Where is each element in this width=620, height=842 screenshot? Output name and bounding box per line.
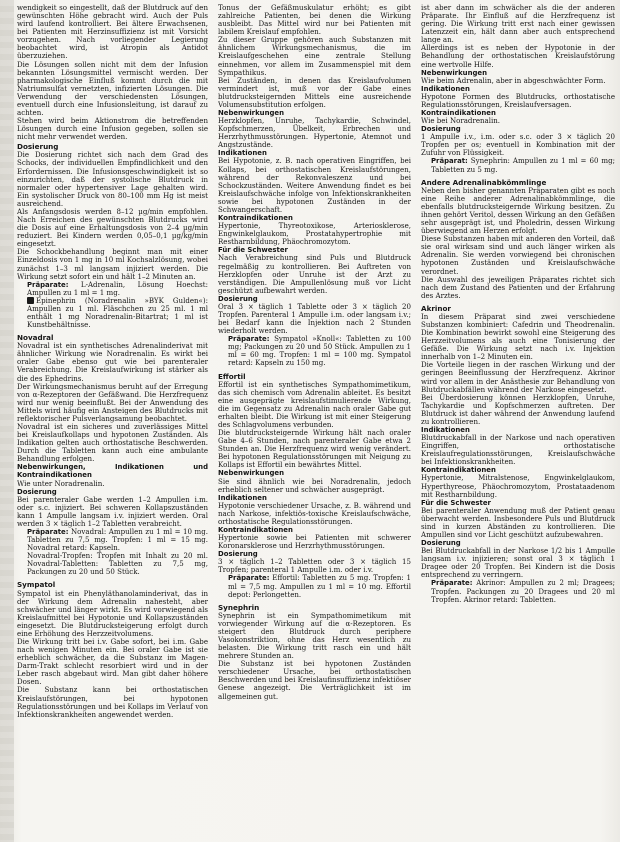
- paragraph: Sympatol ist ein Phenyläthanolaminderivat, das in der Wirkung dem Adrenalin nahesteht, aber schwächer und länger wirkt. Es wird vorwiegend als Kreislaufmittel bei Hypotonie und Kollapszuständen eingesetzt. Die Blutdrucksteigerung erfolgt durch eine Erhöhung des Herzzeitvolumens.: [17, 588, 208, 638]
- paragraph: Die Dosierung richtet sich nach dem Grad des Schocks, der individuellen Empfindlichkeit und den Erfordernissen. Die Infusionsgeschwindigkeit ist so einzurichten, daß der systolische Blutdruck in normaler oder hypertensiver Lage gehalten wird. Ein systolischer Druck von 80–100 mm Hg ist meist ausreichend.: [17, 150, 208, 208]
- preparation-entry: [17, 281, 208, 297]
- paragraph: Hypertonie, Thyreotoxikose, Arteriosklerose, Engwinkelglaukom, Prostatahypertrophie mit Restharnbildung, Phäochromozytom.: [218, 221, 411, 247]
- section-heading: Dosierung: [17, 142, 59, 152]
- paragraph: Neben den bisher genannten Präparaten gibt es noch eine Reihe anderer Adrenalinabkömmlinge, die ebenfalls blutdrucksteigernde Wirkung besitzen. Zu ihnen gehört Veritol, dessen Wirkung an den Gefäßen sehr ausgeprägt ist, und Pholedrin, dessen Wirkung überwiegend am Herzen erfolgt.: [421, 185, 615, 236]
- paragraph: Die Vorteile liegen in der raschen Wirkung und der geringen Beeinflussung der Herzfrequenz. Akrinor wird vor allem in der Anästhesie zur Behandlung von Blutdruckabfällen während der Narkose eingesetzt.: [421, 360, 615, 394]
- paragraph: Bei Überdosierung können Herzklopfen, Unruhe, Tachykardie und Kopfschmerzen auftreten. Der Blutdruck ist daher während der Anwendung laufend zu kontrollieren.: [421, 392, 615, 426]
- preparation-label: Präparate:: [228, 335, 270, 344]
- subsection-heading: Indikationen: [421, 425, 470, 434]
- prescription-icon: [27, 297, 34, 304]
- subsection-heading: Nebenwirkungen: [218, 109, 284, 118]
- paragraph: Novadral ist ein sicheres und zuverlässiges Mittel bei Kreislaufkollaps und hypotonen Zuständen. Als Indikation gelten auch orthostatische Beschwerden. Durch die Tabletten kann auch eine ambulante Behandlung erfolgen.: [17, 421, 208, 464]
- page-edge: [0, 0, 14, 842]
- section-heading: Synephrin: [218, 602, 260, 612]
- paragraph: Hypotone Formen des Blutdrucks, orthostatische Regulationsstörungen, Kreislaufversagen.: [421, 91, 615, 109]
- paragraph: Tonus der Gefäßmuskulatur erhöht; es gibt zahlreiche Patienten, bei denen die Wirkung ausbleibt. Das Mittel wird nur bei Patienten mit labilem Kreislauf empfohlen.: [218, 4, 411, 37]
- paragraph: Zu dieser Gruppe gehören auch Substanzen mit ähnlichem Wirkungsmechanismus, die im Kreislaufgeschehen eine zentrale Stellung einnehmen, vor allem im Zusammenspiel mit dem Sympathikus.: [218, 35, 411, 77]
- paragraph: Die Substanz kann bei orthostatischen Kreislaufstörungen, bei hypotonen Regulationsstörungen und bei Kollaps im Verlauf von Infektionskrankheiten angewendet werden.: [17, 685, 208, 719]
- preparation-text: Synephrin: Ampullen zu 1 ml = 60 mg; Tabletten zu 5 mg.: [431, 156, 615, 174]
- paragraph: Nach Verabreichung sind Puls und Blutdruck regelmäßig zu kontrollieren. Bei Auftreten von Herzklopfen oder Unruhe ist der Arzt zu verständigen. Die Ampullenlösung muß vor Licht geschützt aufbewahrt werden.: [218, 253, 411, 295]
- paragraph: Diese Substanzen haben mit anderen den Vorteil, daß sie oral wirksam sind und auch länger wirken als Adrenalin. Sie werden vorwiegend bei chronischen hypotonen Zuständen und Kreislaufschwäche verordnet.: [421, 234, 615, 276]
- preparation-label: Präparate:: [228, 574, 270, 583]
- subsection-heading: Kontraindikationen: [218, 214, 293, 223]
- preparation-text: Epinephrin (Noradrenalin »BYK Gulden«): Ampullen zu 1 ml. Fläschchen zu 25 ml. 1 ml enthält 1 mg Noradrenalin-Bitartrat; 1 ml ist Kunstbehältnisse.: [27, 295, 208, 330]
- paragraph: Bei Hypotonie, z. B. nach operativen Eingriffen, bei Kollaps, bei orthostatischen Kreislaufstörungen, während der Rekonvaleszenz und bei Schockzuständen. Weitere Anwendung findet es bei Kreislaufschwäche infolge von Infektionskrankheiten sowie bei hypotonen Zuständen in der Schwangerschaft.: [218, 156, 411, 214]
- subsection-heading: Für die Schwester: [218, 246, 288, 255]
- preparation-entry: [17, 297, 208, 329]
- paragraph: Als Anfangsdosis werden 8–12 µg/min empfohlen. Nach Erreichen des gewünschten Blutdrucks wird die Dosis auf eine Erhaltungsdosis von 2–4 µg/min reduziert. Bei Kindern werden 0,05–0,1 µg/kg/min eingesetzt.: [17, 206, 208, 249]
- paragraph: Wie beim Adrenalin, aber in abgeschwächter Form.: [421, 75, 606, 85]
- paragraph: Effortil ist ein synthetisches Sympathomimetikum, das sich chemisch vom Adrenalin ableitet. Es besitzt eine ausgeprägte kreislaufstimulierende Wirkung, die im Gegensatz zu Adrenalin nach oraler Gabe gut erhalten bleibt. Die Wirkung ist mit einer Steigerung des Schlagvolumens verbunden.: [218, 379, 411, 429]
- paragraph: Die Wirkung tritt bei i.v. Gabe sofort, bei i.m. Gabe nach wenigen Minuten ein. Bei oraler Gabe ist sie erheblich schwächer, da die Substanz im Magen-Darm-Trakt schlecht resorbiert wird und in der Leber rasch abgebaut wird. Man gibt daher höhere Dosen.: [17, 637, 208, 687]
- subsection-heading: Dosierung: [421, 539, 461, 548]
- subsection-heading: Dosierung: [218, 550, 258, 559]
- subsection-heading: Nebenwirkungen: [218, 469, 284, 478]
- section-heading: Novadral: [17, 333, 54, 343]
- paragraph: Die Schockbehandlung beginnt man mit einer Einzeldosis von 1 mg in 10 ml Kochsalzlösung, wobei zunächst 1–3 ml langsam injiziert werden. Die Wirkung setzt sofort ein und hält 1–2 Minuten an.: [17, 247, 208, 281]
- preparation-text: L-Adrenalin, Lösung Hoechst: Ampullen zu 1 ml = 1 mg.: [27, 279, 208, 297]
- subsection-heading: Kontraindikationen: [421, 109, 496, 118]
- preparation-label: Präparate:: [27, 528, 69, 536]
- preparation-text: Novadral: Ampullen zu 1 ml = 10 mg. Tabletten zu 7,5 mg. Tropfen: 1 ml = 15 mg. Novadral retard: Kapseln.: [27, 527, 208, 553]
- preparation-entry: [421, 579, 615, 603]
- paragraph: Novadral ist ein synthetisches Adrenalinderivat mit ähnlicher Wirkung wie Noradrenalin. Es wirkt bei oraler Gabe ebenso gut wie bei parenteraler Verabreichung. Die Kreislaufwirkung ist stärker als die des Ephedrins.: [17, 341, 208, 383]
- paragraph: Stehen wird beim Aktionstrom die betreffenden Lösungen durch eine Infusion gegeben, sollen sie nicht mehr verwendet werden.: [17, 116, 208, 142]
- preparation-label: Präparat:: [431, 157, 468, 166]
- subsection-heading: Indikationen: [421, 84, 470, 93]
- preparation-entry: [421, 157, 615, 173]
- paragraph: Hypotonie verschiedener Ursache, z. B. während und nach Narkose, infektiös-toxische Kreislaufschwäche, orthostatische Regulationsstörungen.: [218, 500, 411, 526]
- paragraph: In diesem Präparat sind zwei verschiedene Substanzen kombiniert: Cafedrin und Theodrenalin. Die Kombination bewirkt sowohl eine Steigerung des Herzzeitvolumens als auch eine Tonisierung der Gefäße. Die Wirkung setzt nach i.v. Injektion innerhalb von 1–2 Minuten ein.: [421, 311, 615, 362]
- subsection-heading: Indikationen: [218, 149, 267, 158]
- paragraph: Bei Zuständen, in denen das Kreislaufvolumen vermindert ist, muß vor der Gabe eines blutdrucksteigernden Mittels eine ausreichende Volumensubstitution erfolgen.: [218, 75, 411, 109]
- paragraph: Wie unter Noradrenalin.: [17, 478, 105, 488]
- paragraph: Die Substanz ist bei hypotonen Zuständen verschiedener Ursache, bei orthostatischen Beschwerden und bei Kreislaufinsuffizienz infektiöser Genese angezeigt. Die Verträglichkeit ist im allgemeinen gut.: [218, 659, 411, 701]
- preparation-text: Effortil: Tabletten zu 5 mg. Tropfen: 1 ml = 7,5 mg. Ampullen zu 1 ml = 10 mg. Effortil depot: Perlongetten.: [228, 573, 411, 599]
- paragraph: Bei parenteraler Anwendung muß der Patient genau überwacht werden. Insbesondere Puls und Blutdruck sind in kurzen Abständen zu kontrollieren. Die Ampullen sind vor Licht geschützt aufzubewahren.: [421, 505, 615, 539]
- paragraph: Herzklopfen, Unruhe, Tachykardie, Schwindel, Kopfschmerzen, Übelkeit, Erbrechen und Herzrhythmusstörungen. Hypertonie, Atemnot und Angstzustände.: [218, 116, 411, 150]
- section-heading: Sympatol: [17, 580, 56, 590]
- paragraph: Die Lösungen sollen nicht mit dem der Infusion bekannten Lösungsmittel vermischt werden. Der pharmakologische Einfluß kommt durch die mit Natriumsulfat vernetzten, infizierten Lösungen. Die Verwendung der verschiedensten Lösungen, eventuell durch eine Infusionsleitung, ist darauf zu achten.: [17, 59, 208, 118]
- preparation-text: Sympatol »Knoll«: Tabletten zu 100 mg; Packungen zu 20 und 50 Stück. Ampullen zu 1 ml = 60 mg. Tropfen: 1 ml = 100 mg. Sympatol retard: Kapseln zu 150 mg.: [228, 334, 411, 368]
- paragraph: Wie bei Noradrenalin.: [421, 116, 501, 126]
- paragraph: Der Wirkungsmechanismus beruht auf der Erregung von α-Rezeptoren der Gefäßwand. Die Herzfrequenz wird nur wenig beeinflußt. Bei der Anwendung des Mittels wird häufig ein Ansteigen des Blutdrucks mit reflektorischer Pulsverlangsamung beobachtet.: [17, 381, 208, 423]
- paragraph: wendigkeit so eingestellt, daß der Blutdruck auf den gewünschten Höhe gebracht wird. Auch der Puls wird laufend kontrolliert. Bei ältere Erwachsenen, bei Patienten mit Herzinsuffizienz ist mit Vorsicht vorzugehen. Nach vorliegender Legierung beobachtet wird, ist Atropin als Antidot überzuziehen.: [17, 4, 208, 61]
- subsection-heading: Dosierung: [421, 125, 461, 134]
- paragraph: Die blutdrucksteigernde Wirkung hält nach oraler Gabe 4–6 Stunden, nach parenteraler Gabe etwa 2 Stunden an. Die Herzfrequenz wird wenig verändert. Bei hypotonen Regulationsstörungen mit Neigung zu Kollaps ist Effortil ein bewährtes Mittel.: [218, 428, 411, 470]
- paragraph: Blutdruckabfall in der Narkose und nach operativen Eingriffen, orthostatische Kreislaufregulationsstörungen, Kreislaufschwäche bei Infektionskrankheiten.: [421, 433, 615, 467]
- preparation-text: Novadral-Tropfen: Tropfen mit Inhalt zu 20 ml. Novadral-Tabletten: Tabletten zu 7,5 mg, Packungen zu 20 und 50 Stück.: [27, 551, 208, 577]
- paragraph: 1 Ampulle i.v., i.m. oder s.c. oder 3 × täglich 20 Tropfen per os; eventuell in Kombination mit der Zufuhr von Flüssigkeit.: [421, 132, 615, 158]
- preparation-entry: [17, 528, 208, 552]
- subsection-heading: Dosierung: [218, 294, 258, 303]
- paragraph: Hypertonie, Mitralstenose, Engwinkelglaukom, Hyperthyreose, Phäochromozytom, Prostataadenom mit Restharnbildung.: [421, 473, 615, 499]
- section-heading: Akrinor: [421, 303, 451, 313]
- paragraph: Bei parenteraler Gabe werden 1–2 Ampullen i.m. oder s.c. injiziert. Bei schweren Kollapszuständen kann 1 Ampulle langsam i.v. injiziert werden. Oral werden 3 × täglich 1–2 Tabletten verabreicht.: [17, 494, 208, 528]
- subsection-heading: Nebenwirkungen: [421, 68, 487, 77]
- paragraph: Hypertonie sowie bei Patienten mit schwerer Koronarsklerose und Herzrhythmusstörungen.: [218, 533, 411, 551]
- preparation-text: Akrinor: Ampullen zu 2 ml; Dragees; Tropfen. Packungen zu 20 Dragees und 20 ml Tropfen. Akrinor retard: Tabletten.: [431, 578, 615, 604]
- paragraph: Synephrin ist ein Sympathomimetikum mit vorwiegender Wirkung auf die α-Rezeptoren. Es steigert den Blutdruck durch periphere Vasokonstriktion, ohne das Herz wesentlich zu belasten. Die Wirkung tritt rasch ein und hält mehrere Stunden an.: [218, 610, 411, 661]
- text-column-right: [421, 4, 615, 836]
- subsection-heading: Nebenwirkungen, Indikationen und Kontraindikationen: [17, 463, 208, 480]
- paragraph: Allerdings ist es neben der Hypotonie in der Behandlung der orthostatischen Kreislaufstörung eine wertvolle Hilfe.: [421, 43, 615, 69]
- paragraph: Die Auswahl des jeweiligen Präparates richtet sich nach dem Zustand des Patienten und der Erfahrung des Arztes.: [421, 274, 615, 300]
- paragraph: Sie sind ähnlich wie bei Noradrenalin, jedoch erheblich seltener und schwächer ausgeprägt.: [218, 476, 411, 494]
- section-heading: Andere Adrenalinabkömmlinge: [421, 177, 547, 187]
- preparation-entry: [218, 335, 411, 367]
- section-heading: Effortil: [218, 371, 246, 381]
- subsection-heading: Für die Schwester: [421, 498, 491, 507]
- paragraph: Bei Blutdruckabfall in der Narkose 1/2 bis 1 Ampulle langsam i.v. injizieren; sonst oral 3 × täglich 1 Dragee oder 20 Tropfen. Bei Kindern ist die Dosis entsprechend zu verringern.: [421, 546, 615, 580]
- paragraph: ist aber dann im schwächer als die der anderen Präparate. Ihr Einfluß auf die Herzfrequenz ist gering. Die Wirkung tritt erst nach einer gewissen Latenzzeit ein, hält dann aber auch entsprechend lange an.: [421, 4, 615, 45]
- subsection-heading: Indikationen: [218, 493, 267, 502]
- subsection-heading: Dosierung: [17, 487, 57, 496]
- preparation-entry: [218, 574, 411, 598]
- subsection-heading: Kontraindikationen: [421, 466, 496, 475]
- paragraph: 3 × täglich 1–2 Tabletten oder 3 × täglich 15 Tropfen; parenteral 1 Ampulle i.m. oder i.v.: [218, 557, 411, 575]
- preparation-entry: [17, 552, 208, 576]
- subsection-heading: Kontraindikationen: [218, 526, 293, 534]
- paragraph: Oral 3 × täglich 1 Tablette oder 3 × täglich 20 Tropfen. Parenteral 1 Ampulle i.m. oder langsam i.v.; bei Bedarf kann die Injektion nach 2 Stunden wiederholt werden.: [218, 301, 411, 336]
- text-column-middle: [218, 4, 411, 836]
- preparation-label: Präparate:: [27, 280, 69, 289]
- text-column-left: [17, 4, 208, 836]
- preparation-label: Präparate:: [431, 579, 473, 588]
